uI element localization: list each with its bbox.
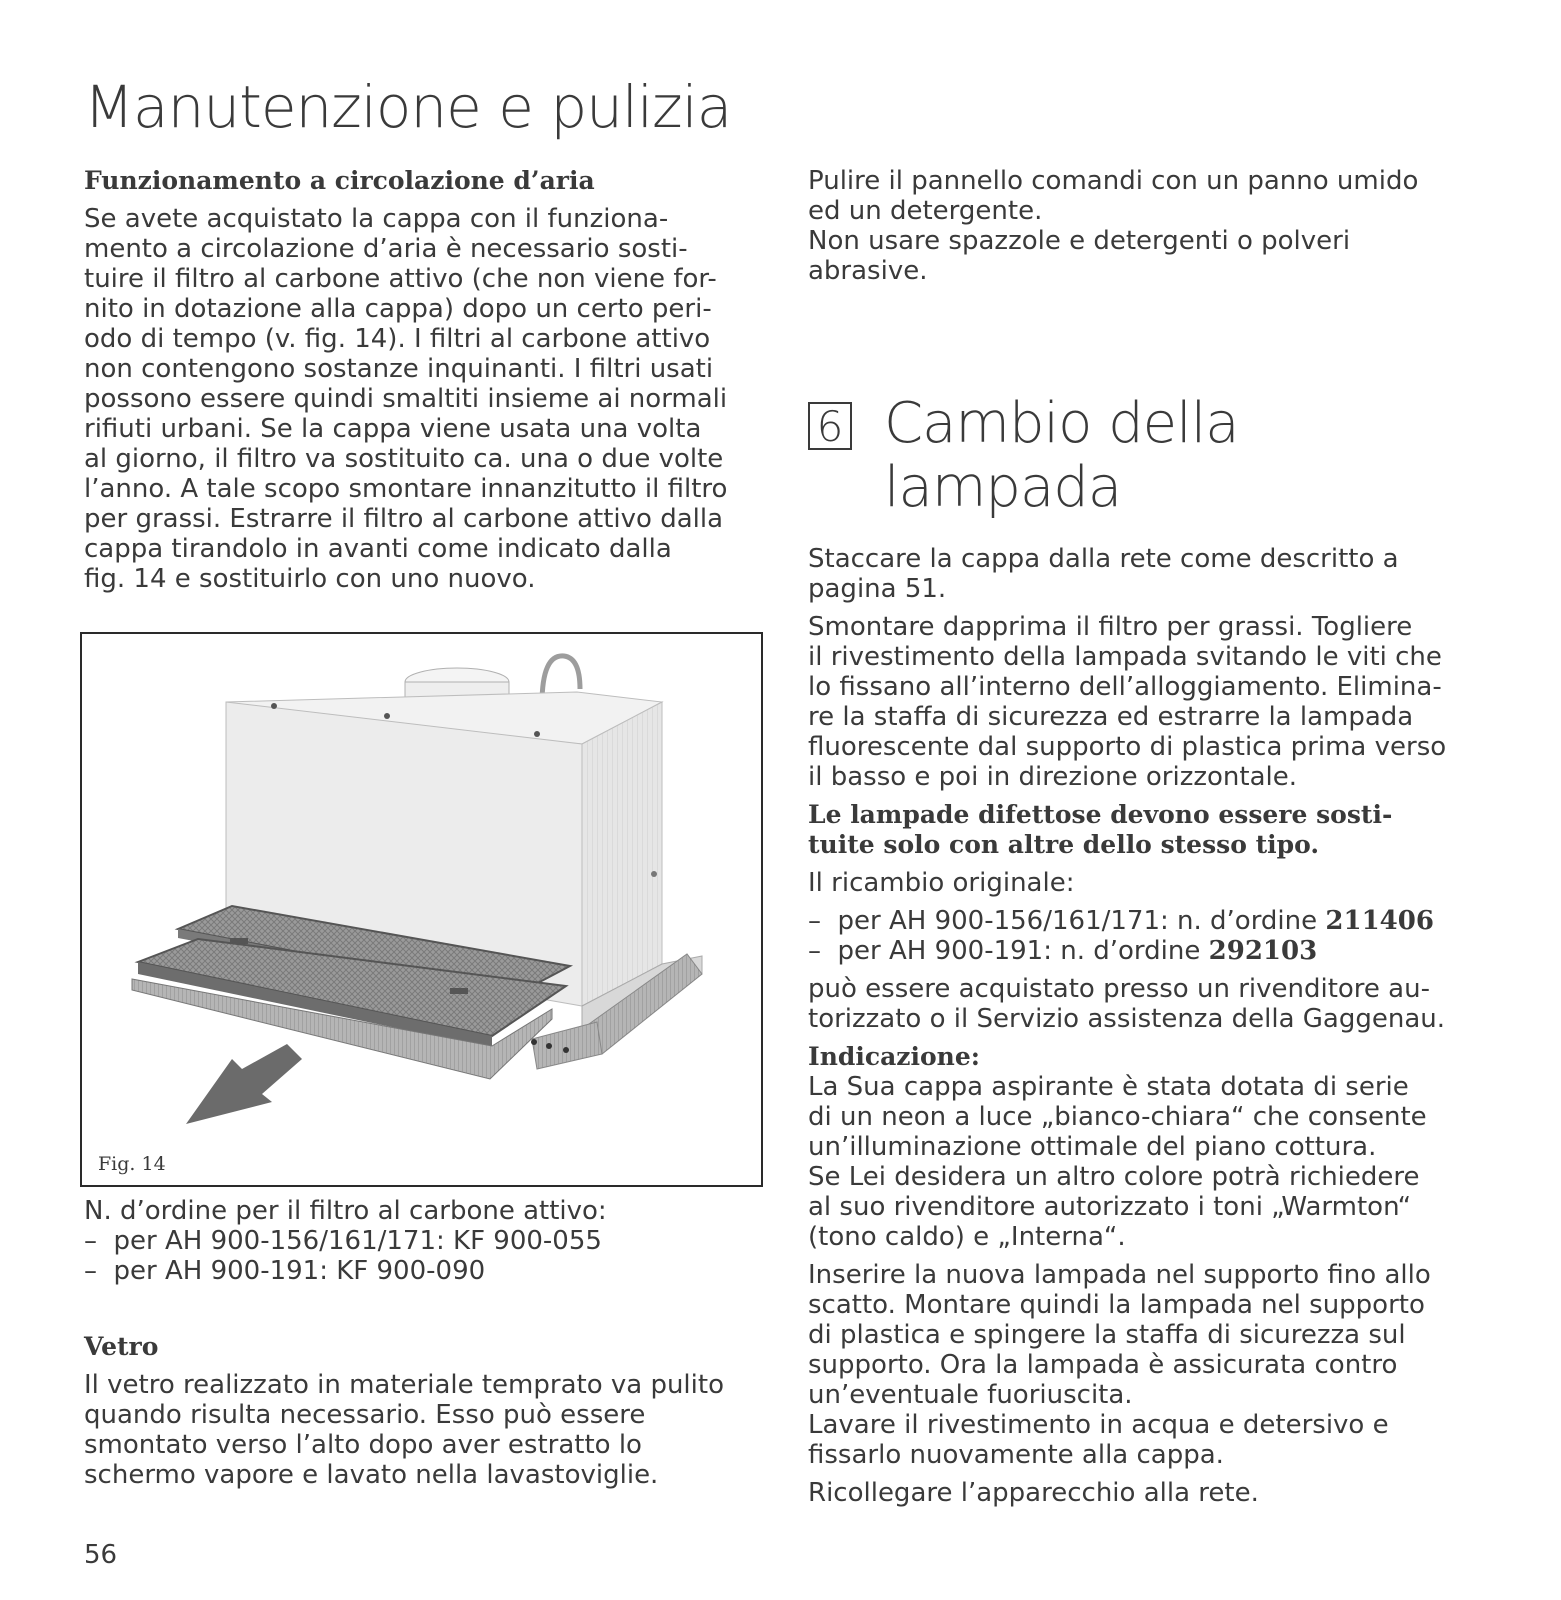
spare-item-text: – per AH 900-156/161/171: n. d’ordine — [808, 906, 1326, 936]
left-column-top — [84, 166, 774, 594]
spare-item-code: 211406 — [1325, 906, 1434, 936]
page-title: Manutenzione e pulizia — [84, 73, 732, 141]
install-text: Inserire la nuova lampada nel supporto fino allo scatto. Montare quindi la lampada nel supporto di plastica e spingere la staffa di sicurezza sul supporto. Ora la lampada è assicurata contro un’eventuale fuoriuscita. Lavare il rivestimento in acqua e detersivo e fissarlo nuovamente alla cappa. — [808, 1260, 1431, 1470]
warning-text: Le lampade difettose devono essere sosti- tuite solo con altre dello stesso tipo. — [808, 800, 1393, 859]
spare-item — [808, 906, 1508, 936]
removal-text: Smontare dapprima il filtro per grassi. Togliere il rivestimento della lampada svitando le viti che lo fissano all’interno dell’alloggiamento. Elimina- re la staffa di sicurezza ed estrarre la lampada fluorescente dal supporto di plastica prima verso il basso e poi in direzione orizzontale. — [808, 612, 1447, 792]
right-column-top — [808, 166, 1508, 286]
page-number: 56 — [84, 1540, 118, 1570]
figure-label: Fig. 14 — [98, 1153, 166, 1175]
circulation-text: Se avete acquistato la cappa con il funziona- mento a circolazione d’aria è necessario sosti- tuire il filtro al carbone attivo (che non viene for- nito in dotazione alla cappa) dopo un certo peri- odo di tempo (v. fig. 14). I filtri al carbone attivo non contengono sostanze inquinanti. I filtri usati possono essere quindi smaltiti insieme ai normali rifiuti urbani. Se la cappa viene usata una volta al giorno, il filtro va sostituito ca. una o due volte l’anno. A tale scopo smontare innanzitutto il filtro per grassi. Estrarre il filtro al carbone attivo dalla cappa tirandolo in avanti come indicato dalla fig. 14 e sostituirlo con uno nuovo. — [84, 204, 728, 594]
figure-14 — [80, 632, 763, 1187]
spare-item — [808, 936, 1508, 966]
spare-item-code: 292103 — [1208, 936, 1318, 966]
right-column-main — [808, 544, 1508, 1508]
section-number: 6 — [808, 402, 852, 450]
left-column-bottom — [84, 1196, 774, 1490]
order-intro: N. d’ordine per il filtro al carbone attivo: — [84, 1196, 607, 1226]
panel-cleaning-text: Pulire il pannello comandi con un panno umido ed un detergente. Non usare spazzole e detergenti o polveri abrasive. — [808, 166, 1419, 286]
hood-illustration — [82, 634, 761, 1185]
glass-heading: Vetro — [84, 1332, 159, 1361]
disconnect-text: Staccare la cappa dalla rete come descritto a pagina 51. — [808, 544, 1399, 604]
spare-intro: Il ricambio originale: — [808, 868, 1075, 898]
glass-text: Il vetro realizzato in materiale temprato va pulito quando risulta necessario. Esso può essere smontato verso l’alto dopo aver estratto lo schermo vapore e lavato nella lavastoviglie. — [84, 1370, 724, 1490]
reconnect-text: Ricollegare l’apparecchio alla rete. — [808, 1478, 1259, 1508]
circulation-heading: Funzionamento a circolazione d’aria — [84, 166, 595, 195]
order-item: – per AH 900-156/161/171: KF 900-055 — [84, 1226, 602, 1256]
spare-item-text: – per AH 900-191: n. d’ordine — [808, 936, 1209, 966]
section-title: Cambio della lampada — [884, 391, 1239, 520]
order-item: – per AH 900-191: KF 900-090 — [84, 1256, 486, 1286]
note-heading: Indicazione: — [808, 1042, 980, 1071]
note-text: La Sua cappa aspirante è stata dotata di serie di un neon a luce „bianco-chiara“ che consente un’illuminazione ottimale del piano cottura. Se Lei desidera un altro colore potrà richiedere al suo rivenditore autorizzato i toni „Warmton“ (tono caldo) e „Interna“. — [808, 1072, 1427, 1252]
purchase-text: può essere acquistato presso un rivenditore au- torizzato o il Servizio assistenza della Gaggenau. — [808, 974, 1446, 1034]
